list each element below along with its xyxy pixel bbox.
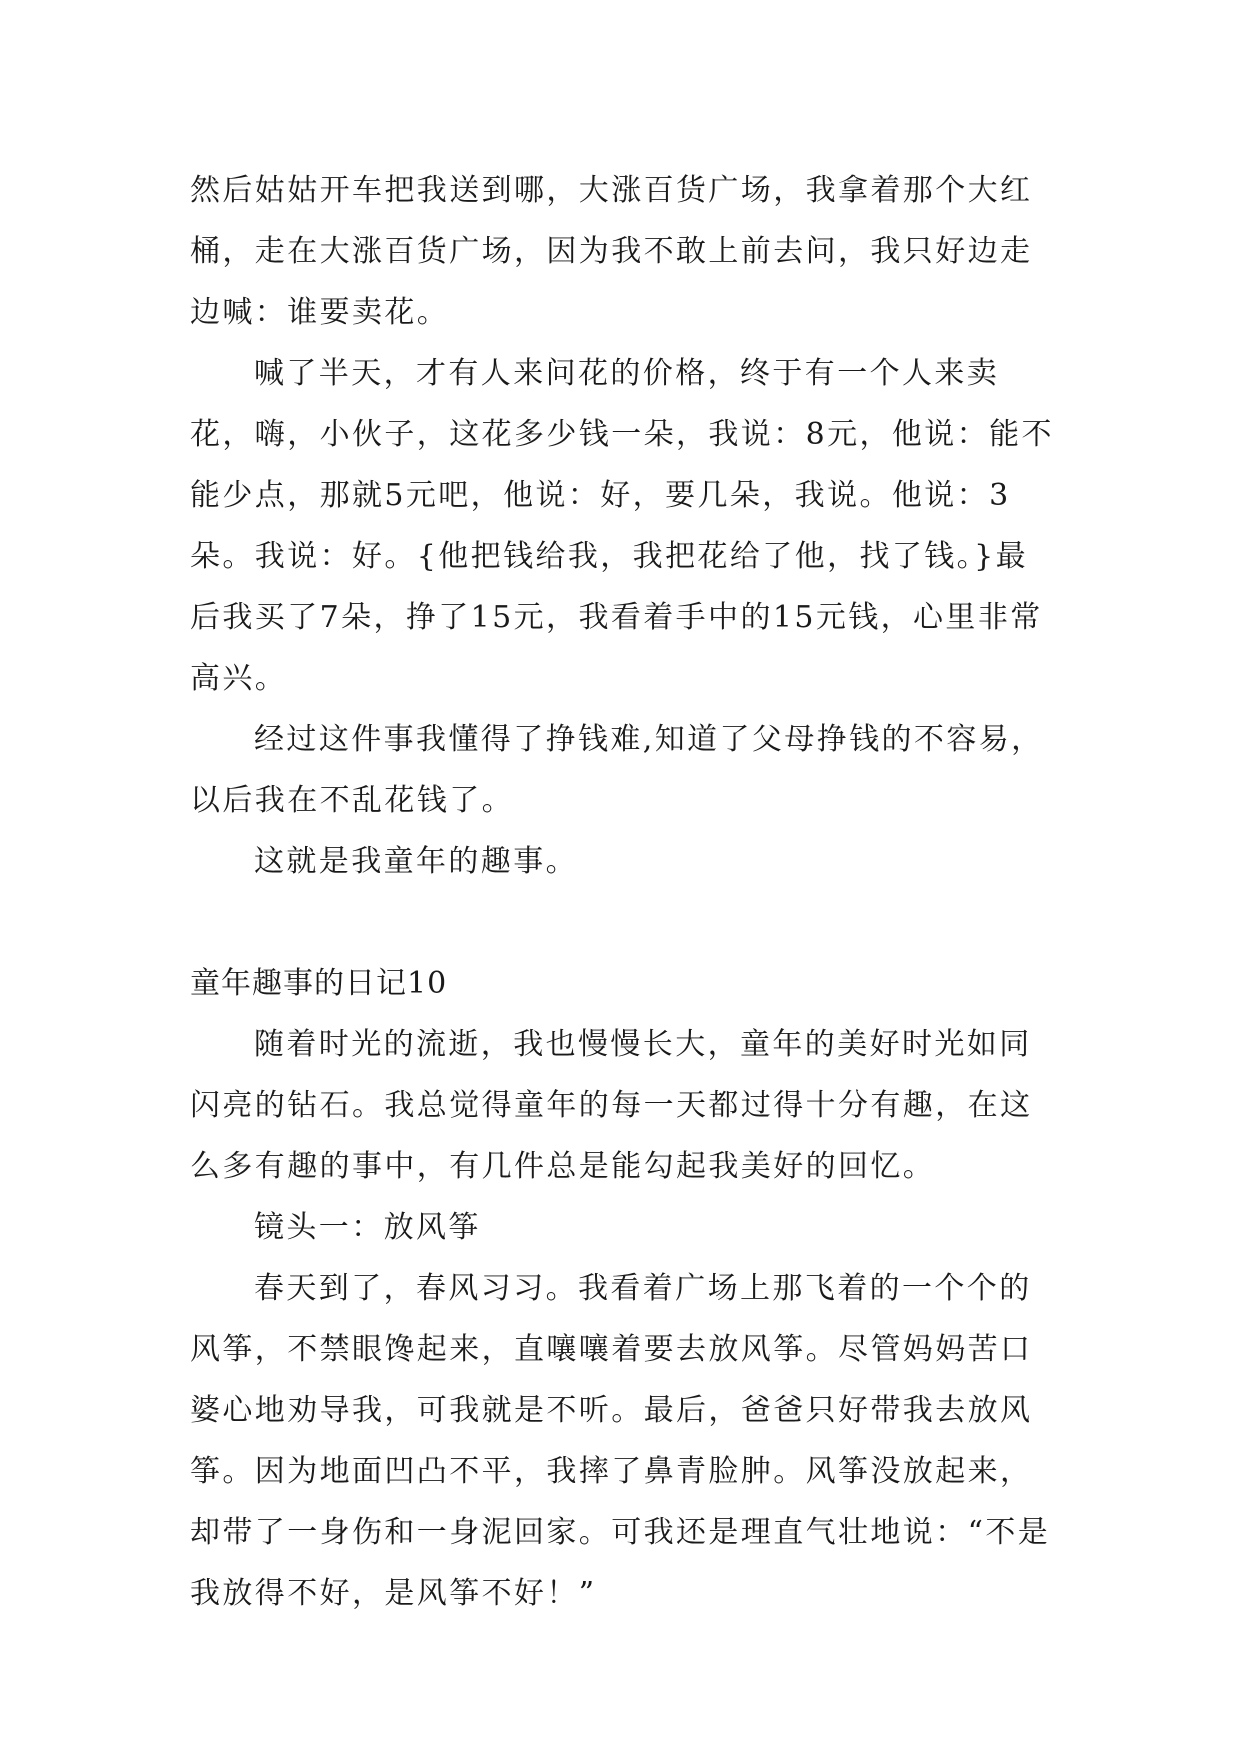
section-title: 童年趣事的日记10 <box>190 966 448 1001</box>
section-gap <box>190 892 1060 953</box>
paragraph-lesson: 经过这件事我懂得了挣钱难,知道了父母挣钱的不容易，以后我在不乱花钱了。 <box>190 722 1044 818</box>
document-body <box>190 160 1060 1624</box>
paragraph-selling-flowers: 喊了半天，才有人来问花的价格，终于有一个人来卖花，嗨，小伙子，这花多少钱一朵，我说：8元，他说：能不能少点，那就5元吧，他说：好，要几朵，我说。他说：3朵。我说：好。{他把钱给我，我把花给了他，找了钱。}最后我买了7朵，挣了15元，我看着手中的15元钱，心里非常高兴。 <box>190 356 1054 696</box>
paragraph-kite: 春天到了，春风习习。我看着广场上那飞着的一个个的风筝，不禁眼馋起来，直嚷嚷着要去放风筝。尽管妈妈苦口婆心地劝导我，可我就是不听。最后，爸爸只好带我去放风筝。因为地面凹凸不平，我摔了鼻青脸肿。风筝没放起来，却带了一身伤和一身泥回家。可我还是理直气壮地说：“不是我放得不好，是风筝不好！” <box>190 1271 1051 1611</box>
subheading-scene-one: 镜头一：放风筝 <box>254 1210 481 1245</box>
paragraph-continued: 然后姑姑开车把我送到哪，大涨百货广场，我拿着那个大红桶，走在大涨百货广场，因为我不敢上前去问，我只好边走边喊：谁要卖花。 <box>190 173 1033 330</box>
paragraph-conclusion: 这就是我童年的趣事。 <box>254 844 578 879</box>
paragraph-intro: 随着时光的流逝，我也慢慢长大，童年的美好时光如同闪亮的钻石。我总觉得童年的每一天都过得十分有趣，在这么多有趣的事中，有几件总是能勾起我美好的回忆。 <box>190 1027 1033 1184</box>
